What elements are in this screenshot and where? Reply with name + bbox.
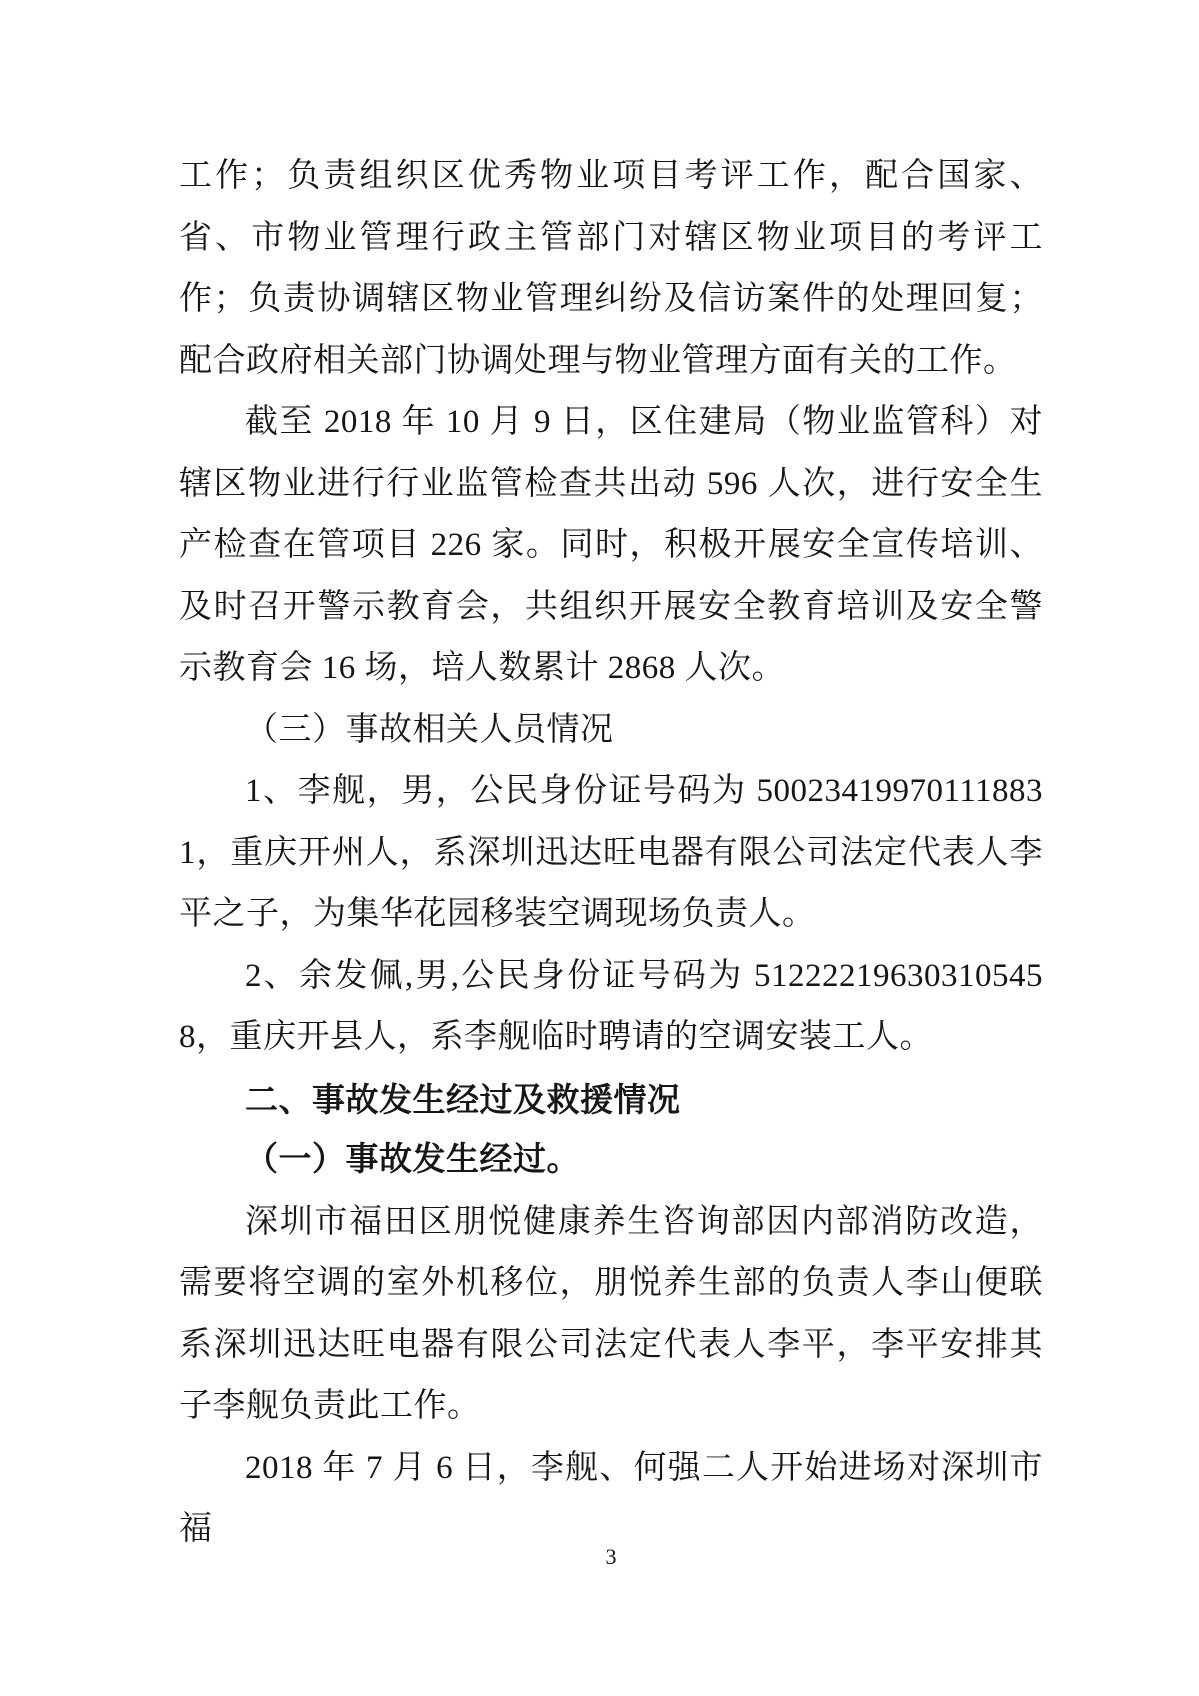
page-number: 3: [605, 1544, 617, 1569]
list-item-person-2: 2、余发佩,男,公民身份证号码为 512222196303105458，重庆开县人，系李舰临时聘请的空调安装工人。: [179, 957, 1043, 1055]
subsection-heading-accident-occurrence: （一）事故发生经过。: [245, 1142, 580, 1178]
body-paragraph-continuation: 工作；负责组织区优秀物业项目考评工作，配合国家、省、市物业管理行政主管部门对辖区物业项目的考评工作；负责协调辖区物业管理纠纷及信访案件的处理回复；配合政府相关部门协调处理与物业管理方面有关的工作。: [179, 158, 1043, 379]
section-heading-accident-course: 二、事故发生经过及救援情况: [245, 1080, 681, 1118]
body-paragraph-accident-background: 深圳市福田区朋悦健康养生咨询部因内部消防改造，需要将空调的室外机移位，朋悦养生部的负责人李山便联系深圳迅达旺电器有限公司法定代表人李平，李平安排其子李舰负责此工作。: [179, 1203, 1043, 1424]
document-body: [179, 146, 1043, 1561]
body-paragraph-supervision-stats: 截至 2018 年 10 月 9 日，区住建局（物业监管科）对辖区物业进行行业监管检查共出动 596 人次，进行安全生产检查在管项目 226 家。同时，积极开展安全宣传培训、及时召开警示教育会，共组织开展安全教育培训及安全警示教育会 16 场，培人数累计 2868 人次。: [179, 404, 1043, 686]
list-item-person-1: 1、李舰，男，公民身份证号码为 500234199701118831，重庆开州人，系深圳迅达旺电器有限公司法定代表人李平之子，为集华花园移装空调现场负责人。: [179, 773, 1043, 932]
body-paragraph-entry-date: 2018 年 7 月 6 日，李舰、何强二人开始进场对深圳市福: [179, 1449, 1043, 1547]
subsection-label-personnel: （三）事故相关人员情况: [245, 711, 614, 748]
